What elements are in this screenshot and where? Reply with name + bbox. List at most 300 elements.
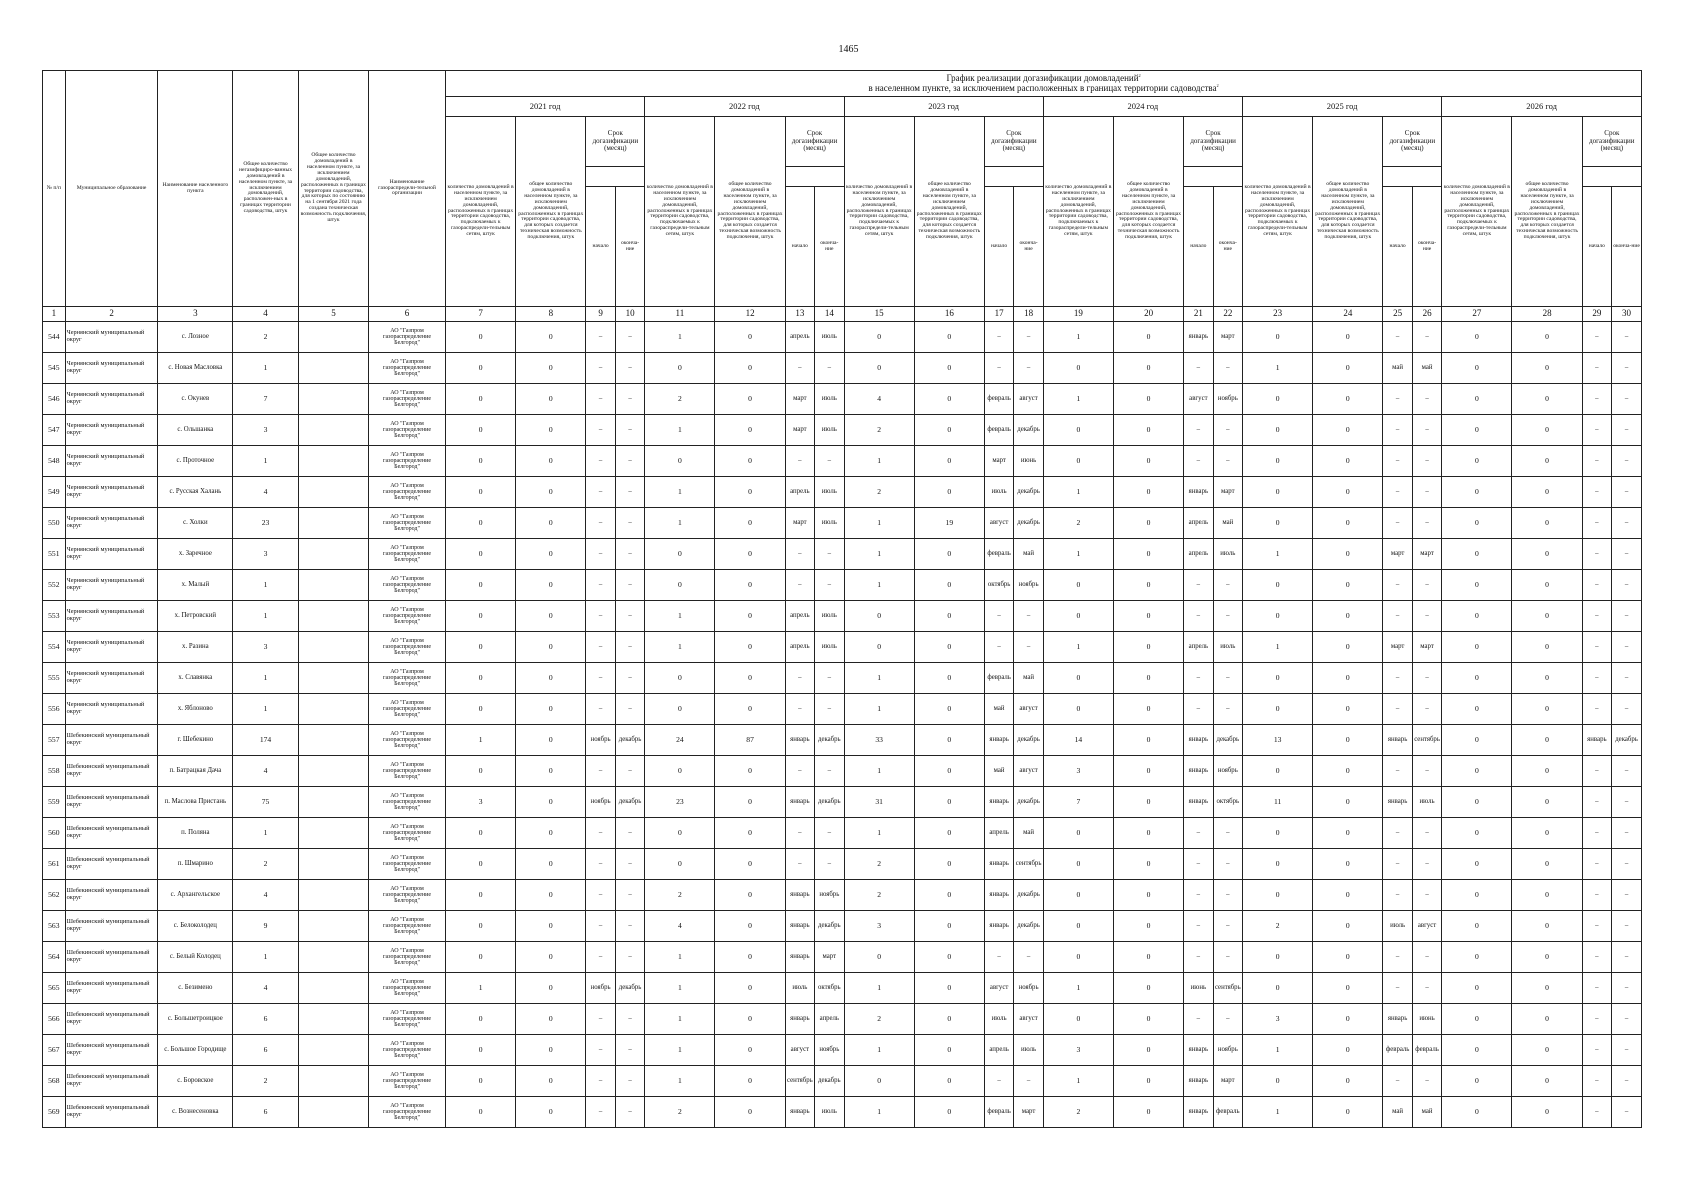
table-cell-col6: АО "Газпром газораспределение Белгород" <box>369 663 446 694</box>
table-cell-col27: 0 <box>1442 1097 1512 1128</box>
table-cell-col21: – <box>1184 570 1213 601</box>
table-cell-col27: 0 <box>1442 880 1512 911</box>
table-cell-col9: – <box>586 353 615 384</box>
table-cell-col27: 0 <box>1442 446 1512 477</box>
table-cell-col24: 0 <box>1313 849 1383 880</box>
table-cell-col16: 0 <box>914 818 984 849</box>
table-cell-col30: – <box>1612 570 1642 601</box>
table-cell-col2: Шебекинский муниципальный округ <box>65 849 158 880</box>
table-cell-col18: май <box>1014 818 1043 849</box>
table-cell-col11: 1 <box>645 322 715 353</box>
table-cell-col25: – <box>1383 508 1412 539</box>
table-cell-col25: – <box>1383 415 1412 446</box>
schedule-table-sheet <box>42 70 1642 1128</box>
table-cell-col8: 0 <box>516 322 586 353</box>
table-cell-col29: – <box>1582 911 1611 942</box>
table-cell-col30: – <box>1612 322 1642 353</box>
table-cell-col29: – <box>1582 353 1611 384</box>
table-cell-col10: – <box>615 663 644 694</box>
table-cell-col28: 0 <box>1512 1066 1582 1097</box>
table-cell-col20: 0 <box>1113 477 1183 508</box>
table-cell-col21: январь <box>1184 1066 1213 1097</box>
table-cell-col1: 567 <box>43 1035 66 1066</box>
table-row <box>43 756 1642 787</box>
table-cell-col24: 0 <box>1313 725 1383 756</box>
col-header-5: Общее количество домовладений в населенном пункте, за исключением домовладений, расположенных в границах территории садоводства, для которых по состоянию на 1 сентября 2021 года создана техническая возможность подключения, штук <box>298 71 368 307</box>
col-number-15: 15 <box>844 307 914 322</box>
table-cell-col30: – <box>1612 663 1642 694</box>
table-cell-col27: 0 <box>1442 694 1512 725</box>
table-cell-col12: 0 <box>715 942 785 973</box>
table-cell-col23: 1 <box>1243 353 1313 384</box>
table-cell-col28: 0 <box>1512 384 1582 415</box>
table-cell-col2: Чернянский муниципальный округ <box>65 384 158 415</box>
table-cell-col16: 0 <box>914 632 984 663</box>
year-header-2: 2023 год <box>844 97 1043 117</box>
table-cell-col20: 0 <box>1113 942 1183 973</box>
table-cell-col22: – <box>1213 663 1242 694</box>
year-2-end-header: оконча-ние <box>1014 187 1043 307</box>
table-cell-col27: 0 <box>1442 663 1512 694</box>
table-cell-col22: ноябрь <box>1213 384 1242 415</box>
table-cell-col28: 0 <box>1512 663 1582 694</box>
table-cell-col11: 1 <box>645 601 715 632</box>
table-cell-col15: 1 <box>844 756 914 787</box>
table-cell-col3: п. Маслова Пристань <box>158 787 233 818</box>
table-cell-col29: – <box>1582 384 1611 415</box>
table-cell-col8: 0 <box>516 353 586 384</box>
table-cell-col3: с. Новая Масловка <box>158 353 233 384</box>
table-cell-col21: – <box>1184 353 1213 384</box>
table-cell-col25: – <box>1383 663 1412 694</box>
table-cell-col21: январь <box>1184 725 1213 756</box>
table-cell-col6: АО "Газпром газораспределение Белгород" <box>369 911 446 942</box>
col-number-26: 26 <box>1412 307 1441 322</box>
table-cell-col22: май <box>1213 508 1242 539</box>
table-cell-col10: – <box>615 477 644 508</box>
table-cell-col1: 546 <box>43 384 66 415</box>
table-cell-col2: Чернянский муниципальный округ <box>65 415 158 446</box>
table-cell-col22: – <box>1213 880 1242 911</box>
table-cell-col26: июнь <box>1412 1004 1441 1035</box>
table-cell-col16: 0 <box>914 477 984 508</box>
table-cell-col14: декабрь <box>815 787 844 818</box>
table-row <box>43 725 1642 756</box>
table-cell-col9: – <box>586 477 615 508</box>
table-cell-col11: 1 <box>645 477 715 508</box>
table-cell-col14: – <box>815 818 844 849</box>
table-cell-col10: – <box>615 880 644 911</box>
table-cell-col10: декабрь <box>615 725 644 756</box>
table-cell-col20: 0 <box>1113 663 1183 694</box>
table-cell-col3: х. Яблоново <box>158 694 233 725</box>
table-cell-col11: 1 <box>645 1004 715 1035</box>
table-cell-col27: 0 <box>1442 818 1512 849</box>
table-cell-col17: июль <box>984 1004 1013 1035</box>
table-cell-col12: 0 <box>715 973 785 1004</box>
table-cell-col26: май <box>1412 353 1441 384</box>
table-cell-col17: – <box>984 353 1013 384</box>
table-cell-col25: – <box>1383 973 1412 1004</box>
table-cell-col7: 1 <box>446 973 516 1004</box>
col-number-8: 8 <box>516 307 586 322</box>
table-cell-col22: – <box>1213 446 1242 477</box>
table-cell-col15: 1 <box>844 694 914 725</box>
table-cell-col7: 0 <box>446 1004 516 1035</box>
table-cell-col11: 1 <box>645 415 715 446</box>
table-cell-col15: 1 <box>844 570 914 601</box>
table-cell-col23: 0 <box>1243 601 1313 632</box>
table-cell-col2: Чернянский муниципальный округ <box>65 446 158 477</box>
table-cell-col20: 0 <box>1113 1066 1183 1097</box>
table-cell-col1: 554 <box>43 632 66 663</box>
table-cell-col30: – <box>1612 1035 1642 1066</box>
table-cell-col26: март <box>1412 632 1441 663</box>
table-cell-col10: – <box>615 508 644 539</box>
year-1-total-header: общее количество домовладений в населенном пункте, за исключением домовладений, расположенных в границах территории садоводства, для которых создается техническая возможность подключения, штук <box>715 117 785 307</box>
table-cell-col20: 0 <box>1113 508 1183 539</box>
table-cell-col17: – <box>984 632 1013 663</box>
table-cell-col27: 0 <box>1442 384 1512 415</box>
table-cell-col11: 2 <box>645 1097 715 1128</box>
table-cell-col13: январь <box>785 880 814 911</box>
table-cell-col8: 0 <box>516 1035 586 1066</box>
col-number-29: 29 <box>1582 307 1611 322</box>
table-cell-col3: п. Батрацкая Дача <box>158 756 233 787</box>
table-cell-col10: – <box>615 322 644 353</box>
table-cell-col17: апрель <box>984 1035 1013 1066</box>
table-cell-col7: 0 <box>446 384 516 415</box>
table-cell-col9: ноябрь <box>586 973 615 1004</box>
table-cell-col2: Шебекинский муниципальный округ <box>65 1097 158 1128</box>
table-cell-col22: ноябрь <box>1213 1035 1242 1066</box>
table-cell-col24: 0 <box>1313 973 1383 1004</box>
table-cell-col26: июль <box>1412 787 1441 818</box>
table-cell-col12: 0 <box>715 477 785 508</box>
table-cell-col16: 0 <box>914 415 984 446</box>
table-row <box>43 942 1642 973</box>
table-cell-col25: июль <box>1383 911 1412 942</box>
table-cell-col13: апрель <box>785 477 814 508</box>
table-cell-col3: х. Славянка <box>158 663 233 694</box>
table-cell-col27: 0 <box>1442 508 1512 539</box>
table-cell-col9: – <box>586 322 615 353</box>
table-cell-col25: – <box>1383 880 1412 911</box>
table-cell-col29: – <box>1582 849 1611 880</box>
table-cell-col27: 0 <box>1442 756 1512 787</box>
table-cell-col14: июль <box>815 508 844 539</box>
table-cell-col4: 1 <box>233 446 299 477</box>
table-cell-col19: 1 <box>1043 632 1113 663</box>
table-cell-col7: 0 <box>446 911 516 942</box>
table-cell-col21: июнь <box>1184 973 1213 1004</box>
table-cell-col14: – <box>815 570 844 601</box>
table-cell-col22: март <box>1213 1066 1242 1097</box>
table-cell-col5 <box>298 818 368 849</box>
table-cell-col4: 9 <box>233 911 299 942</box>
year-3-srok-gap <box>1184 167 1243 187</box>
table-cell-col10: – <box>615 818 644 849</box>
table-cell-col27: 0 <box>1442 1004 1512 1035</box>
table-cell-col26: – <box>1412 818 1441 849</box>
table-cell-col4: 1 <box>233 601 299 632</box>
table-cell-col3: с. Боровское <box>158 1066 233 1097</box>
table-cell-col10: – <box>615 632 644 663</box>
col-header-mo: Муниципальное образование <box>65 71 158 307</box>
table-cell-col11: 1 <box>645 973 715 1004</box>
table-cell-col4: 1 <box>233 353 299 384</box>
col-number-5: 5 <box>298 307 368 322</box>
table-cell-col28: 0 <box>1512 880 1582 911</box>
year-1-srok-header: Срок догазификации (месяц) <box>785 117 844 167</box>
table-cell-col6: АО "Газпром газораспределение Белгород" <box>369 539 446 570</box>
table-cell-col10: – <box>615 601 644 632</box>
table-cell-col17: май <box>984 756 1013 787</box>
table-cell-col5 <box>298 1004 368 1035</box>
table-cell-col26: – <box>1412 694 1441 725</box>
table-cell-col12: 0 <box>715 601 785 632</box>
table-cell-col14: – <box>815 756 844 787</box>
year-0-srok-gap <box>586 167 645 187</box>
table-cell-col12: 0 <box>715 632 785 663</box>
table-cell-col1: 569 <box>43 1097 66 1128</box>
table-cell-col9: – <box>586 1066 615 1097</box>
table-cell-col28: 0 <box>1512 725 1582 756</box>
table-cell-col21: апрель <box>1184 508 1213 539</box>
table-cell-col27: 0 <box>1442 539 1512 570</box>
table-cell-col24: 0 <box>1313 880 1383 911</box>
table-cell-col15: 2 <box>844 849 914 880</box>
table-cell-col7: 0 <box>446 477 516 508</box>
table-cell-col30: – <box>1612 787 1642 818</box>
table-cell-col30: – <box>1612 1004 1642 1035</box>
table-cell-col13: январь <box>785 787 814 818</box>
year-1-srok-gap <box>785 167 844 187</box>
year-header-1: 2022 год <box>645 97 844 117</box>
table-cell-col18: – <box>1014 942 1043 973</box>
table-cell-col29: – <box>1582 477 1611 508</box>
table-cell-col20: 0 <box>1113 353 1183 384</box>
table-cell-col4: 23 <box>233 508 299 539</box>
table-cell-col8: 0 <box>516 446 586 477</box>
table-cell-col13: январь <box>785 1097 814 1128</box>
col-number-28: 28 <box>1512 307 1582 322</box>
table-cell-col21: – <box>1184 601 1213 632</box>
table-cell-col2: Шебекинский муниципальный округ <box>65 973 158 1004</box>
table-cell-col19: 3 <box>1043 756 1113 787</box>
table-cell-col10: – <box>615 1035 644 1066</box>
table-cell-col2: Чернянский муниципальный округ <box>65 508 158 539</box>
table-cell-col25: – <box>1383 322 1412 353</box>
table-cell-col23: 1 <box>1243 1097 1313 1128</box>
col-number-14: 14 <box>815 307 844 322</box>
table-cell-col6: АО "Газпром газораспределение Белгород" <box>369 1097 446 1128</box>
table-cell-col5 <box>298 911 368 942</box>
table-cell-col2: Шебекинский муниципальный округ <box>65 880 158 911</box>
table-cell-col8: 0 <box>516 942 586 973</box>
table-cell-col24: 0 <box>1313 756 1383 787</box>
table-cell-col11: 1 <box>645 508 715 539</box>
table-cell-col27: 0 <box>1442 477 1512 508</box>
table-cell-col20: 0 <box>1113 787 1183 818</box>
table-cell-col4: 7 <box>233 384 299 415</box>
table-cell-col22: февраль <box>1213 1097 1242 1128</box>
table-cell-col11: 4 <box>645 911 715 942</box>
table-cell-col15: 31 <box>844 787 914 818</box>
table-cell-col17: январь <box>984 911 1013 942</box>
table-cell-col6: АО "Газпром газораспределение Белгород" <box>369 880 446 911</box>
table-cell-col13: – <box>785 570 814 601</box>
table-cell-col14: июль <box>815 415 844 446</box>
schedule-title: График реализации догазификации домовладений$^2$ в населенном пункте, за исключением расположенных в границах территории садоводства$^2$ <box>446 71 1642 97</box>
table-cell-col19: 2 <box>1043 1097 1113 1128</box>
table-cell-col15: 0 <box>844 632 914 663</box>
table-cell-col13: – <box>785 694 814 725</box>
table-cell-col30: – <box>1612 446 1642 477</box>
table-cell-col23: 0 <box>1243 1066 1313 1097</box>
table-cell-col7: 0 <box>446 756 516 787</box>
table-cell-col14: ноябрь <box>815 1035 844 1066</box>
year-1-start-header: начало <box>785 187 814 307</box>
table-cell-col18: декабрь <box>1014 911 1043 942</box>
table-cell-col18: август <box>1014 384 1043 415</box>
table-cell-col3: с. Белый Колодец <box>158 942 233 973</box>
table-cell-col20: 0 <box>1113 911 1183 942</box>
table-cell-col11: 1 <box>645 1066 715 1097</box>
table-cell-col12: 0 <box>715 1004 785 1035</box>
table-cell-col12: 0 <box>715 415 785 446</box>
table-cell-col23: 11 <box>1243 787 1313 818</box>
table-cell-col20: 0 <box>1113 632 1183 663</box>
table-cell-col16: 0 <box>914 663 984 694</box>
table-cell-col25: – <box>1383 694 1412 725</box>
table-cell-col14: июль <box>815 1097 844 1128</box>
table-cell-col28: 0 <box>1512 787 1582 818</box>
table-cell-col10: – <box>615 1066 644 1097</box>
table-cell-col10: – <box>615 539 644 570</box>
table-cell-col8: 0 <box>516 849 586 880</box>
table-cell-col25: январь <box>1383 725 1412 756</box>
table-cell-col22: март <box>1213 477 1242 508</box>
table-cell-col12: 0 <box>715 880 785 911</box>
col-number-1: 1 <box>43 307 66 322</box>
table-cell-col11: 0 <box>645 353 715 384</box>
table-cell-col7: 0 <box>446 818 516 849</box>
table-cell-col8: 0 <box>516 1066 586 1097</box>
table-cell-col18: – <box>1014 1066 1043 1097</box>
table-cell-col8: 0 <box>516 415 586 446</box>
table-cell-col9: – <box>586 1097 615 1128</box>
table-cell-col1: 568 <box>43 1066 66 1097</box>
table-cell-col11: 0 <box>645 849 715 880</box>
col-number-27: 27 <box>1442 307 1512 322</box>
table-cell-col3: с. Вознесеновка <box>158 1097 233 1128</box>
table-cell-col12: 87 <box>715 725 785 756</box>
table-cell-col5 <box>298 942 368 973</box>
table-cell-col2: Чернянский муниципальный округ <box>65 539 158 570</box>
table-cell-col10: – <box>615 942 644 973</box>
table-cell-col28: 0 <box>1512 415 1582 446</box>
table-cell-col29: – <box>1582 539 1611 570</box>
table-cell-col17: май <box>984 694 1013 725</box>
table-cell-col23: 0 <box>1243 880 1313 911</box>
table-cell-col30: – <box>1612 632 1642 663</box>
table-cell-col22: ноябрь <box>1213 756 1242 787</box>
table-cell-col14: июль <box>815 601 844 632</box>
table-cell-col24: 0 <box>1313 1066 1383 1097</box>
table-cell-col3: с. Большое Городище <box>158 1035 233 1066</box>
table-cell-col5 <box>298 446 368 477</box>
table-cell-col28: 0 <box>1512 446 1582 477</box>
table-cell-col29: – <box>1582 570 1611 601</box>
table-cell-col27: 0 <box>1442 1035 1512 1066</box>
table-cell-col9: – <box>586 756 615 787</box>
year-0-count-header: количество домовладений в населенном пункте, за исключением домовладений, расположенных в границах территории садоводства, подключаемых к газораспредели-тельным сетям, штук <box>446 117 516 307</box>
table-cell-col5 <box>298 353 368 384</box>
table-cell-col1: 564 <box>43 942 66 973</box>
table-cell-col23: 1 <box>1243 632 1313 663</box>
table-cell-col4: 4 <box>233 756 299 787</box>
table-cell-col19: 0 <box>1043 446 1113 477</box>
table-cell-col29: – <box>1582 1097 1611 1128</box>
table-cell-col14: – <box>815 539 844 570</box>
table-cell-col17: апрель <box>984 818 1013 849</box>
table-cell-col10: – <box>615 849 644 880</box>
table-cell-col6: АО "Газпром газораспределение Белгород" <box>369 1066 446 1097</box>
table-cell-col17: – <box>984 942 1013 973</box>
table-cell-col21: август <box>1184 384 1213 415</box>
col-number-9: 9 <box>586 307 615 322</box>
table-cell-col8: 0 <box>516 663 586 694</box>
table-cell-col12: 0 <box>715 508 785 539</box>
table-row <box>43 632 1642 663</box>
table-cell-col5 <box>298 663 368 694</box>
table-cell-col18: декабрь <box>1014 725 1043 756</box>
year-2-start-header: начало <box>984 187 1013 307</box>
table-cell-col16: 0 <box>914 1066 984 1097</box>
table-cell-col1: 553 <box>43 601 66 632</box>
table-cell-col10: – <box>615 384 644 415</box>
table-cell-col28: 0 <box>1512 756 1582 787</box>
table-cell-col18: декабрь <box>1014 415 1043 446</box>
table-cell-col15: 0 <box>844 601 914 632</box>
table-row <box>43 1035 1642 1066</box>
table-cell-col4: 4 <box>233 973 299 1004</box>
table-cell-col3: с. Белоколодец <box>158 911 233 942</box>
table-cell-col24: 0 <box>1313 353 1383 384</box>
table-cell-col21: апрель <box>1184 632 1213 663</box>
table-cell-col16: 0 <box>914 973 984 1004</box>
col-number-24: 24 <box>1313 307 1383 322</box>
table-cell-col10: – <box>615 570 644 601</box>
table-cell-col5 <box>298 477 368 508</box>
table-cell-col21: – <box>1184 446 1213 477</box>
table-cell-col21: январь <box>1184 787 1213 818</box>
table-cell-col28: 0 <box>1512 570 1582 601</box>
table-cell-col30: – <box>1612 818 1642 849</box>
table-cell-col25: март <box>1383 632 1412 663</box>
table-cell-col6: АО "Газпром газораспределение Белгород" <box>369 818 446 849</box>
table-cell-col12: 0 <box>715 353 785 384</box>
table-cell-col24: 0 <box>1313 694 1383 725</box>
table-cell-col18: – <box>1014 632 1043 663</box>
table-cell-col24: 0 <box>1313 508 1383 539</box>
col-number-7: 7 <box>446 307 516 322</box>
table-cell-col10: – <box>615 911 644 942</box>
table-cell-col26: – <box>1412 446 1441 477</box>
col-number-6: 6 <box>369 307 446 322</box>
table-cell-col13: август <box>785 1035 814 1066</box>
